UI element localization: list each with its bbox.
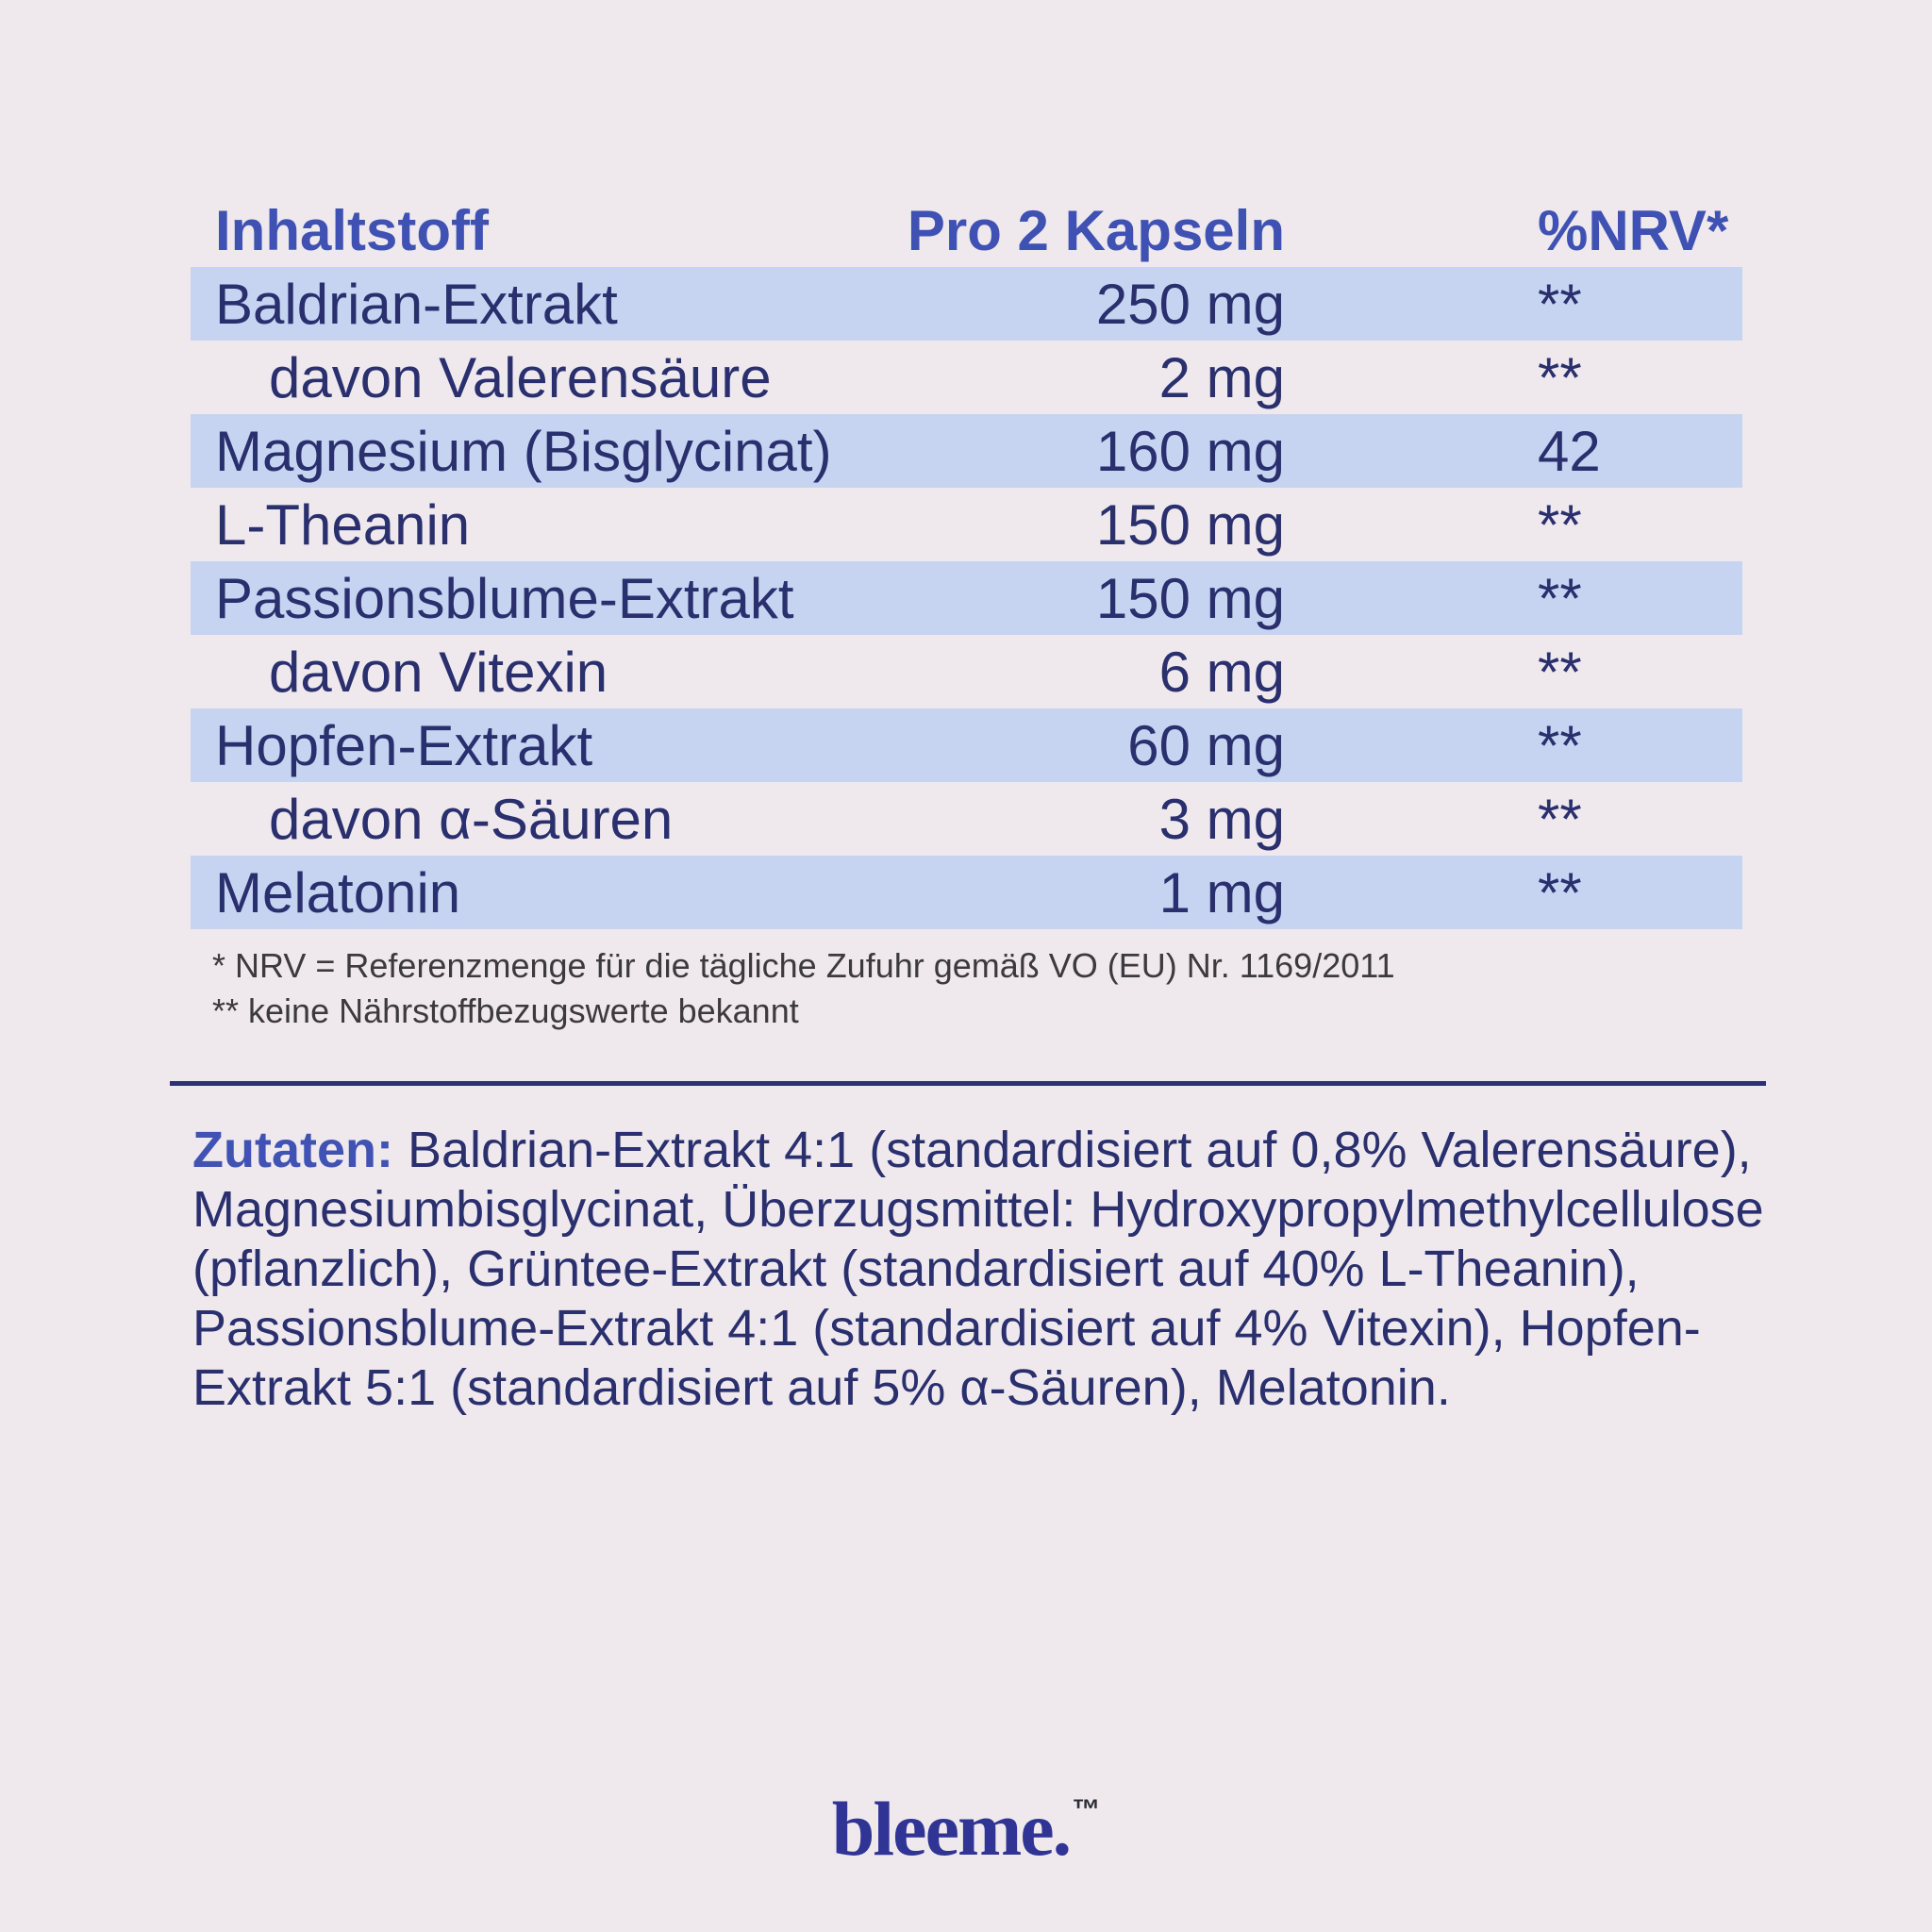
ingredient-amount: 2 mg xyxy=(1158,345,1285,409)
footnote-no-nrv: ** keine Nährstoffbezugswerte bekannt xyxy=(212,991,799,1030)
ingredient-name: davon Vitexin xyxy=(269,640,608,704)
table-row xyxy=(191,782,1742,856)
ingredient-amount: 3 mg xyxy=(1158,787,1285,851)
ingredient-name: L-Theanin xyxy=(215,492,471,557)
ingredient-amount: 60 mg xyxy=(1127,713,1285,777)
ingredient-name: davon α-Säuren xyxy=(269,787,674,851)
ingredient-name: Passionsblume-Extrakt xyxy=(215,566,794,630)
ingredient-name: Magnesium (Bisglycinat) xyxy=(215,419,832,483)
ingredient-nrv: 42 xyxy=(1538,419,1601,483)
ingredient-amount: 150 mg xyxy=(1095,492,1285,557)
col-header-amount: Pro 2 Kapseln xyxy=(907,198,1285,262)
footnote-nrv: * NRV = Referenzmenge für die tägliche Zufuhr gemäß VO (EU) Nr. 1169/2011 xyxy=(212,946,1395,985)
table-row xyxy=(191,561,1742,635)
table-row xyxy=(191,856,1742,929)
ingredient-nrv: ** xyxy=(1538,713,1582,777)
ingredients-label: Zutaten: xyxy=(192,1122,393,1178)
ingredient-nrv: ** xyxy=(1538,345,1582,409)
ingredient-nrv: ** xyxy=(1538,787,1582,851)
ingredients-text: Baldrian-Extrakt 4:1 (standardisiert auf 0,8% Valerensäure), Magnesiumbisglycinat, Überzugsmittel: Hydroxypropylmethylcellulose (pflanzlich), Grüntee-Extrakt (standardisiert auf 40% L-Theanin), Passionsblume-Extrakt 4:1 (standardisiert auf 4% Vitexin), Hopfen-Extrakt 5:1 (standardisiert auf 5% α-Säuren), Melatonin. xyxy=(192,1122,1764,1416)
table-row xyxy=(191,341,1742,414)
ingredient-name: Baldrian-Extrakt xyxy=(215,272,618,336)
trademark-symbol: ™ xyxy=(1072,1794,1101,1825)
col-header-nrv: %NRV* xyxy=(1538,198,1729,262)
ingredient-nrv: ** xyxy=(1538,492,1582,557)
table-body xyxy=(191,267,1742,929)
ingredient-nrv: ** xyxy=(1538,860,1582,924)
ingredient-name: Hopfen-Extrakt xyxy=(215,713,593,777)
nutrition-table xyxy=(191,193,1742,929)
ingredient-amount: 150 mg xyxy=(1095,566,1285,630)
ingredient-amount: 160 mg xyxy=(1095,419,1285,483)
ingredient-amount: 250 mg xyxy=(1095,272,1285,336)
ingredient-name: davon Valerensäure xyxy=(269,345,772,409)
table-row xyxy=(191,635,1742,708)
table-row xyxy=(191,488,1742,561)
table-row xyxy=(191,267,1742,341)
ingredient-amount: 1 mg xyxy=(1158,860,1285,924)
footnotes xyxy=(212,943,1395,1034)
divider-line xyxy=(170,1081,1766,1086)
ingredient-amount: 6 mg xyxy=(1158,640,1285,704)
ingredient-nrv: ** xyxy=(1538,272,1582,336)
brand-logo xyxy=(0,1786,1932,1872)
table-header-row xyxy=(191,193,1742,267)
ingredient-nrv: ** xyxy=(1538,640,1582,704)
table-row xyxy=(191,708,1742,782)
col-header-ingredient: Inhaltstoff xyxy=(215,198,489,262)
ingredient-name: Melatonin xyxy=(215,860,461,924)
table-row xyxy=(191,414,1742,488)
ingredient-nrv: ** xyxy=(1538,566,1582,630)
ingredients-paragraph xyxy=(192,1121,1841,1418)
brand-wordmark: bleeme. xyxy=(831,1786,1071,1872)
